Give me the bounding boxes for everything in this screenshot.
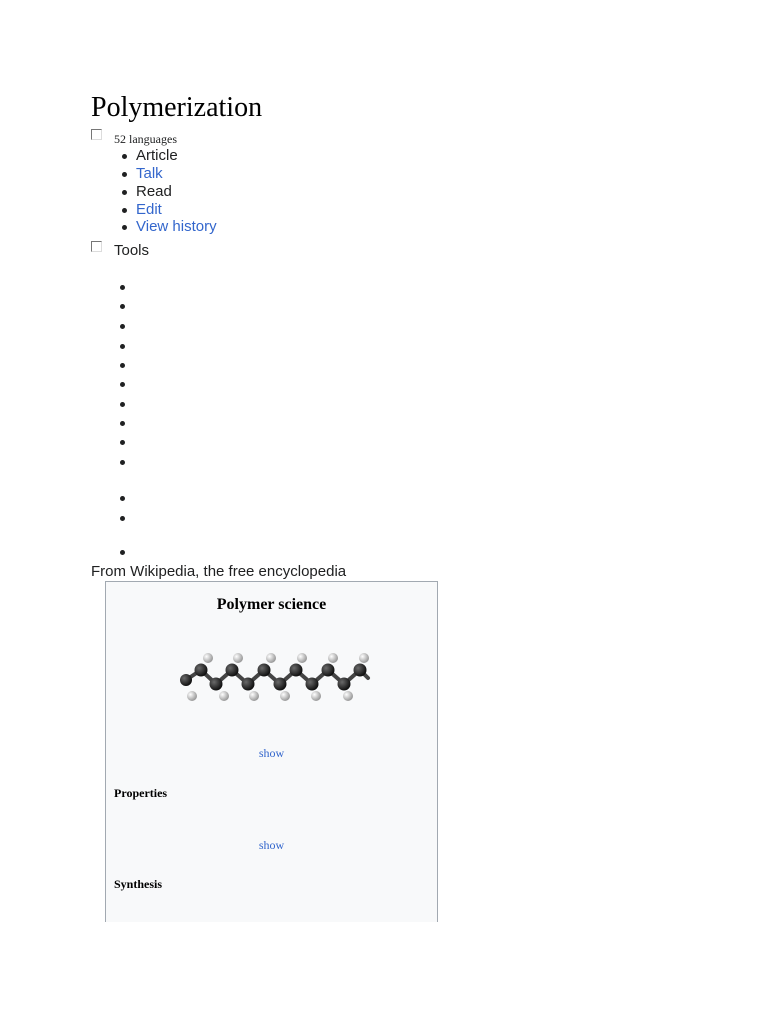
- tab-edit[interactable]: [136, 201, 162, 219]
- bullet-icon: [122, 190, 127, 195]
- tools-menu-item[interactable]: [120, 324, 125, 329]
- tab-read-label: Read: [136, 183, 172, 200]
- languages-toggle-checkbox[interactable]: [91, 129, 102, 140]
- tab-view-history-label: View history: [136, 218, 217, 235]
- tools-toggle-checkbox[interactable]: [91, 241, 102, 252]
- languages-button[interactable]: 52 languages: [114, 132, 177, 146]
- show-toggle-link[interactable]: show: [258, 746, 285, 760]
- tab-talk-label: Talk: [136, 165, 163, 182]
- tools-menu-item[interactable]: [120, 440, 125, 445]
- tab-article-label: Article: [136, 147, 178, 164]
- site-tagline: From Wikipedia, the free encyclopedia: [91, 563, 347, 580]
- show-toggle-link[interactable]: show: [258, 838, 285, 852]
- tools-menu-item[interactable]: [120, 344, 125, 349]
- infobox-polymer-science: [105, 581, 438, 922]
- polyethylene-chain-model-icon[interactable]: [176, 650, 371, 705]
- tools-menu-item[interactable]: [120, 550, 125, 555]
- tools-menu-item[interactable]: [120, 363, 125, 368]
- bullet-icon: [122, 154, 127, 159]
- tools-button[interactable]: Tools: [114, 242, 150, 259]
- infobox-title: Polymer science: [216, 596, 327, 613]
- tools-menu-item[interactable]: [120, 516, 125, 521]
- tab-edit-label: Edit: [136, 201, 162, 218]
- tools-menu-item[interactable]: [120, 421, 125, 426]
- tools-menu-item[interactable]: [120, 304, 125, 309]
- tools-menu-item[interactable]: [120, 285, 125, 290]
- tab-read[interactable]: [136, 183, 172, 201]
- tab-talk[interactable]: [136, 165, 163, 183]
- bullet-icon: [122, 172, 127, 177]
- bullet-icon: [122, 225, 127, 230]
- tools-menu-item[interactable]: [120, 460, 125, 465]
- tab-article[interactable]: [136, 147, 178, 165]
- section-heading-properties: Properties: [114, 786, 168, 800]
- tab-view-history[interactable]: [136, 218, 217, 236]
- section-heading-synthesis: Synthesis: [114, 877, 163, 891]
- page-title: Polymerization: [91, 92, 263, 123]
- tools-menu-item[interactable]: [120, 496, 125, 501]
- tools-menu-item[interactable]: [120, 382, 125, 387]
- bullet-icon: [122, 208, 127, 213]
- tools-menu-item[interactable]: [120, 402, 125, 407]
